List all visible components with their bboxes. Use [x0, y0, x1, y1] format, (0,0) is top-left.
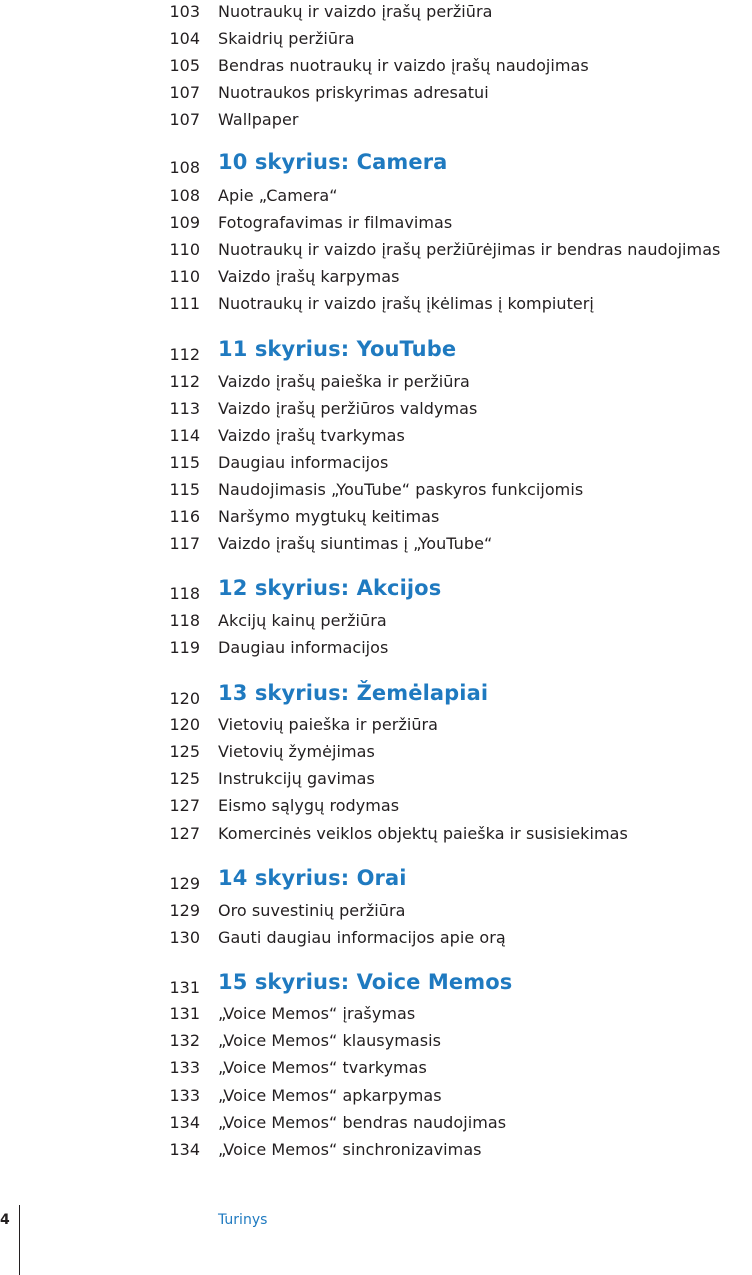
- toc-entry[interactable]: [0, 399, 752, 426]
- toc-entry[interactable]: [0, 213, 752, 240]
- toc-page-number: 117: [169, 534, 200, 553]
- toc-page-number: 108: [169, 186, 200, 205]
- toc-entry[interactable]: [0, 901, 752, 928]
- toc-entry[interactable]: [0, 480, 752, 507]
- toc-entry-title: Nuotraukos priskyrimas adresatui: [218, 83, 489, 102]
- toc-entry-title: Vaizdo įrašų siuntimas į „YouTube“: [218, 534, 493, 553]
- toc-entry-title: „Voice Memos“ apkarpymas: [218, 1086, 442, 1105]
- toc-entry[interactable]: [0, 2, 752, 29]
- toc-page-number: 125: [169, 742, 200, 761]
- toc-entry[interactable]: [0, 110, 752, 137]
- toc-page-number: 127: [169, 796, 200, 815]
- toc-entry[interactable]: [0, 534, 752, 561]
- toc-page-number: 116: [169, 507, 200, 526]
- toc-page-number: 109: [169, 213, 200, 232]
- toc-entry[interactable]: [0, 83, 752, 110]
- toc-page-number: 125: [169, 769, 200, 788]
- toc-entry[interactable]: [0, 611, 752, 638]
- toc-page-number: 120: [169, 689, 200, 708]
- toc-page-number: 111: [169, 294, 200, 313]
- toc-page-number: 114: [169, 426, 200, 445]
- footer-divider: [19, 1205, 20, 1275]
- toc-chapter-heading[interactable]: [0, 970, 752, 1001]
- toc-entry[interactable]: [0, 1086, 752, 1113]
- toc-chapter-title: 14 skyrius: Orai: [218, 866, 407, 890]
- toc-chapter-heading[interactable]: [0, 337, 752, 368]
- toc-entry-title: Daugiau informacijos: [218, 453, 389, 472]
- toc-page-number: 120: [169, 715, 200, 734]
- toc-chapter-title: 12 skyrius: Akcijos: [218, 576, 442, 600]
- toc-page-number: 115: [169, 480, 200, 499]
- toc-page-number: 110: [169, 267, 200, 286]
- toc-entry[interactable]: [0, 1113, 752, 1140]
- toc-entry[interactable]: [0, 769, 752, 796]
- toc-chapter-title: 13 skyrius: Žemėlapiai: [218, 681, 489, 705]
- toc-entry[interactable]: [0, 267, 752, 294]
- toc-page-number: 129: [169, 874, 200, 893]
- toc-page-number: 108: [169, 158, 200, 177]
- toc-chapter-heading[interactable]: [0, 866, 752, 897]
- toc-page-number: 118: [169, 584, 200, 603]
- toc-entry[interactable]: [0, 796, 752, 823]
- footer-page-number: 4: [0, 1212, 10, 1228]
- toc-page-number: 107: [169, 110, 200, 129]
- toc-chapter-heading[interactable]: [0, 576, 752, 607]
- toc-page-number: 104: [169, 29, 200, 48]
- toc-page-number: 110: [169, 240, 200, 259]
- toc-page-number: 119: [169, 638, 200, 657]
- toc-entry-title: Oro suvestinių peržiūra: [218, 901, 406, 920]
- toc-entry-title: Vietovių žymėjimas: [218, 742, 375, 761]
- toc-entry-title: Apie „Camera“: [218, 186, 338, 205]
- toc-entry-title: Vaizdo įrašų karpymas: [218, 267, 400, 286]
- toc-entry[interactable]: [0, 56, 752, 83]
- toc-entry-title: Vaizdo įrašų peržiūros valdymas: [218, 399, 478, 418]
- toc-entry-title: Nuotraukų ir vaizdo įrašų peržiūra: [218, 2, 493, 21]
- toc-entry[interactable]: [0, 453, 752, 480]
- toc-page-number: 105: [169, 56, 200, 75]
- toc-page-number: 129: [169, 901, 200, 920]
- toc-page-number: 133: [169, 1058, 200, 1077]
- toc-chapter-heading[interactable]: [0, 681, 752, 712]
- toc-entry-title: Nuotraukų ir vaizdo įrašų įkėlimas į kompiuterį: [218, 294, 594, 313]
- toc-entry-title: Bendras nuotraukų ir vaizdo įrašų naudojimas: [218, 56, 589, 75]
- toc-entry[interactable]: [0, 928, 752, 955]
- toc-entry[interactable]: [0, 715, 752, 742]
- toc-entry-title: Vaizdo įrašų paieška ir peržiūra: [218, 372, 470, 391]
- toc-entry-title: Komercinės veiklos objektų paieška ir susisiekimas: [218, 824, 628, 843]
- toc-page-number: 112: [169, 372, 200, 391]
- toc-page-number: 131: [169, 1004, 200, 1023]
- toc-entry[interactable]: [0, 824, 752, 851]
- toc-entry[interactable]: [0, 638, 752, 665]
- toc-entry[interactable]: [0, 186, 752, 213]
- toc-entry-title: Naršymo mygtukų keitimas: [218, 507, 440, 526]
- footer-section-label: Turinys: [218, 1212, 268, 1228]
- toc-entry-title: Gauti daugiau informacijos apie orą: [218, 928, 506, 947]
- toc-entry[interactable]: [0, 1140, 752, 1167]
- toc-page-number: 134: [169, 1140, 200, 1159]
- toc-page-number: 133: [169, 1086, 200, 1105]
- toc-entry-title: Eismo sąlygų rodymas: [218, 796, 400, 815]
- toc-page-number: 127: [169, 824, 200, 843]
- toc-entry-title: „Voice Memos“ įrašymas: [218, 1004, 416, 1023]
- toc-entry-title: Instrukcijų gavimas: [218, 769, 375, 788]
- toc-page-number: 134: [169, 1113, 200, 1132]
- toc-entry-title: „Voice Memos“ tvarkymas: [218, 1058, 427, 1077]
- toc-page-number: 107: [169, 83, 200, 102]
- toc-page-number: 112: [169, 345, 200, 364]
- toc-entry-title: „Voice Memos“ klausymasis: [218, 1031, 441, 1050]
- toc-chapter-title: 11 skyrius: YouTube: [218, 337, 457, 361]
- toc-entry-title: „Voice Memos“ sinchronizavimas: [218, 1140, 482, 1159]
- toc-chapter-title: 10 skyrius: Camera: [218, 150, 448, 174]
- toc-entry-title: Akcijų kainų peržiūra: [218, 611, 387, 630]
- toc-entry-title: Skaidrių peržiūra: [218, 29, 355, 48]
- toc-page-number: 118: [169, 611, 200, 630]
- toc-entry[interactable]: [0, 742, 752, 769]
- toc-entry[interactable]: [0, 1031, 752, 1058]
- toc-page-number: 113: [169, 399, 200, 418]
- toc-entry-title: Vaizdo įrašų tvarkymas: [218, 426, 405, 445]
- toc-entry-title: Fotografavimas ir filmavimas: [218, 213, 453, 232]
- toc-entry[interactable]: [0, 1058, 752, 1085]
- toc-entry[interactable]: [0, 294, 752, 321]
- toc-page-number: 115: [169, 453, 200, 472]
- toc-entry-title: Naudojimasis „YouTube“ paskyros funkcijomis: [218, 480, 584, 499]
- toc-entry[interactable]: [0, 240, 752, 267]
- toc-chapter-heading[interactable]: [0, 150, 752, 181]
- toc-page-number: 131: [169, 978, 200, 997]
- toc-entry-title: Wallpaper: [218, 110, 299, 129]
- toc-page-number: 132: [169, 1031, 200, 1050]
- toc-entry-title: Nuotraukų ir vaizdo įrašų peržiūrėjimas ir bendras naudojimas: [218, 240, 721, 259]
- toc-entry[interactable]: [0, 372, 752, 399]
- toc-entry[interactable]: [0, 507, 752, 534]
- toc-entry-title: „Voice Memos“ bendras naudojimas: [218, 1113, 507, 1132]
- toc-entry[interactable]: [0, 1004, 752, 1031]
- toc-page-number: 103: [169, 2, 200, 21]
- toc-entry-title: Vietovių paieška ir peržiūra: [218, 715, 439, 734]
- toc-entry-title: Daugiau informacijos: [218, 638, 389, 657]
- toc-chapter-title: 15 skyrius: Voice Memos: [218, 970, 513, 994]
- toc-entry[interactable]: [0, 29, 752, 56]
- toc-page-number: 130: [169, 928, 200, 947]
- toc-entry[interactable]: [0, 426, 752, 453]
